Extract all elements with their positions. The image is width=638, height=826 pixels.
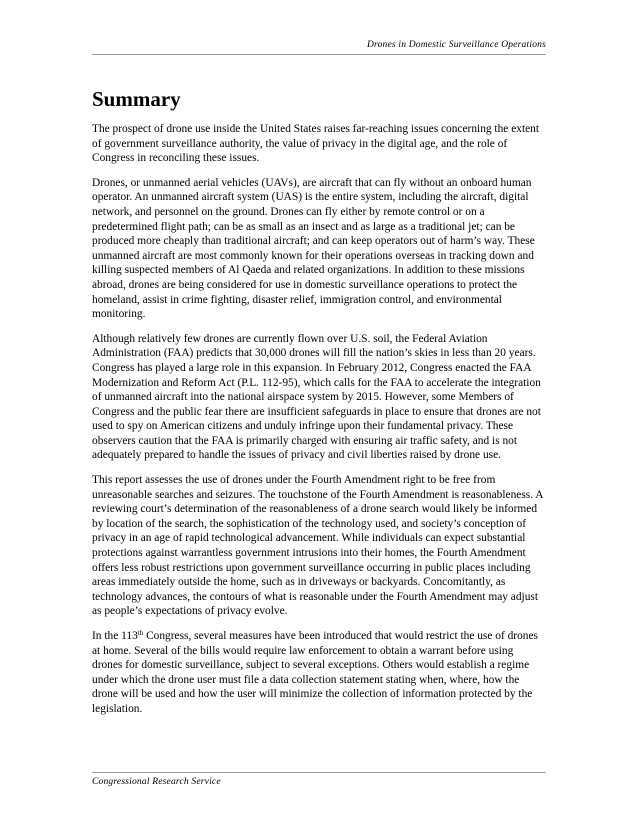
paragraph-fourth-amendment: This report assesses the use of drones under the Fourth Amendment right to be free from unreasonable searches and seizures. The touchstone of the Fourth Amendment is reasonableness. A reviewing court’s determination of the reasonableness of a drone search would likely be informed by location of the search, the sophistication of the technology used, and society’s conception of privacy in an age of rapid technological advancement. While individuals can expect substantial protections against warrantless government intrusions into their homes, the Fourth Amendment offers less robust restrictions upon government surveillance occurring in public places including areas immediately outside the home, such as in driveways or backyards. Concomitantly, as technology advances, the contours of what is reasonable under the Fourth Amendment may adjust as people’s expectations of privacy evolve. xyxy=(92,474,543,618)
section-heading: Summary xyxy=(92,87,181,111)
paragraph-intro: The prospect of drone use inside the United States raises far-reaching issues concerning the extent of government surveillance authority, the value of privacy in the digital age, and the role of Congress in reconciling these issues. xyxy=(92,123,540,165)
footer-divider xyxy=(92,772,546,773)
paragraph-113th-congress xyxy=(92,629,546,717)
ordinal-superscript: th xyxy=(137,629,144,637)
running-header: Drones in Domestic Surveillance Operations xyxy=(366,40,546,50)
header-divider xyxy=(92,54,546,55)
paragraph-faa-expansion: Although relatively few drones are currently flown over U.S. soil, the Federal Aviation Administration (FAA) predicts that 30,000 drones will fill the nation’s skies in less than 20 years. Congress has played a large role in this expansion. In February 2012, Congress enacted the FAA Modernization and Reform Act (P.L. 112-95), which calls for the FAA to accelerate the integration of unmanned aircraft into the national airspace system by 2015. However, some Members of Congress and the public fear there are insufficient safeguards in place to ensure that drones are not used to spy on American citizens and unduly infringe upon their fundamental privacy. These observers caution that the FAA is primarily charged with ensuring air traffic safety, and is not adequately prepared to handle the issues of privacy and civil liberties raised by drone use. xyxy=(92,332,541,462)
paragraph-drones-definition: Drones, or unmanned aerial vehicles (UAVs), are aircraft that can fly without an onboard human operator. An unmanned aircraft system (UAS) is the entire system, including the aircraft, digital network, and personnel on the ground. Drones can fly either by remote control or on a predetermined flight path; can be as small as an insect and as large as a traditional jet; can be produced more cheaply than traditional aircraft; and can keep operators out of harm’s way. These unmanned aircraft are most commonly known for their operations overseas in tracking down and killing suspected members of Al Qaeda and related organizations. In addition to these missions abroad, drones are being considered for use in domestic surveillance operations to protect the homeland, assist in crime fighting, disaster relief, immigration control, and environmental monitoring. xyxy=(92,176,535,321)
paragraph-113th-rest: Congress, several measures have been introduced that would restrict the use of drones at home. Several of the bills would require law enforcement to obtain a warrant before using drones for domestic surveillance, subject to several exceptions. Others would establish a regime under which the drone user must file a data collection statement stating when, where, how the drone will be used and how the user will minimize the collection of information protected by the legislation. xyxy=(92,630,538,715)
running-footer: Congressional Research Service xyxy=(92,777,221,787)
paragraph-113th-lead: In the 113 xyxy=(92,630,138,642)
document-body xyxy=(92,86,546,727)
